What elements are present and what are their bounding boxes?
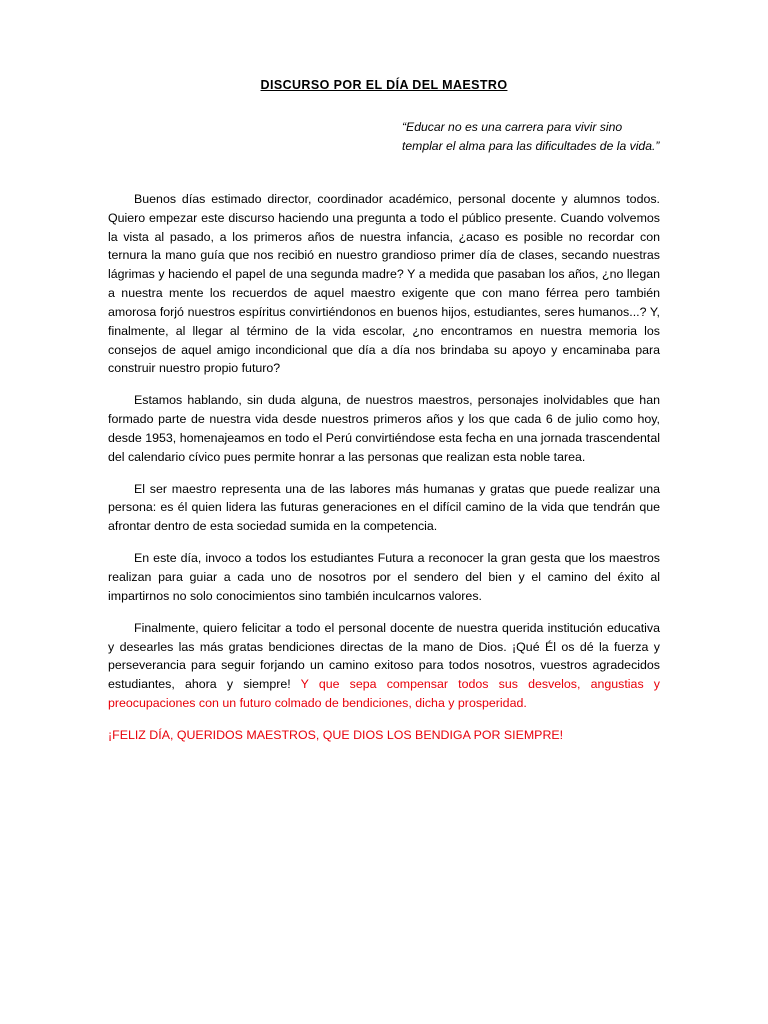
paragraph-1: Buenos días estimado director, coordinador académico, personal docente y alumnos todos. Quiero empezar este discurso haciendo una pregunta a todo el público presente. Cuando volvemos la vista al pasado, a los primeros años de nuestra infancia, ¿acaso es posible no recordar con ternura la mano guía que nos recibió en nuestro grandioso primer día de clases, secando nuestras lágrimas y haciendo el papel de una segunda madre? Y a medida que pasaban los años, ¿no llegan a nuestra mente los recuerdos de aquel maestro exigente que con mano férrea pero también amorosa forjó nuestros espíritus convirtiéndonos en buenos hijos, estudiantes, seres humanos...? Y, finalmente, al llegar al término de la vida escolar, ¿no encontramos en nuestra memoria los consejos de aquel amigo incondicional que día a día nos brindaba su apoyo y encaminaba para construir nuestro propio futuro? xyxy=(108,191,660,376)
paragraph-5-red-text: Y que sepa compensar todos sus desvelos, angustias y preocupaciones con un futuro colmado de bendiciones, dicha y prosperidad. xyxy=(108,677,660,711)
paragraph-2: Estamos hablando, sin duda alguna, de nuestros maestros, personajes inolvidables que han formado parte de nuestra vida desde nuestros primeros años y los que cada 6 de julio como hoy, desde 1953, homenajeamos en todo el Perú convirtiéndose esta fecha en una jornada trascendental del calendario cívico pues permite honrar a las personas que realizan esta noble tarea. xyxy=(108,393,660,464)
epigraph-quote: “Educar no es una carrera para vivir sino templar el alma para las dificultades de la vida.” xyxy=(402,120,660,153)
paragraph-5 xyxy=(108,619,660,713)
paragraph-5-black-text: Finalmente, quiero felicitar a todo el personal docente de nuestra querida institución educativa y desearles las más gratas bendiciones directas de la mano de Dios. ¡Qué Él os dé la fuerza y perseverancia para seguir forjando un camino exitoso para todos nosotros, vuestros agradecidos estudiantes, ahora y siempre! xyxy=(108,620,660,692)
paragraph-3: El ser maestro representa una de las labores más humanas y gratas que puede realizar una persona: es él quien lidera las futuras generaciones en el difícil camino de la vida que tendrán que afrontar dentro de esta sociedad sumida en la competencia. xyxy=(108,481,660,534)
page-title: DISCURSO POR EL DÍA DEL MAESTRO xyxy=(260,78,508,92)
paragraph-4: En este día, invoco a todos los estudiantes Futura a reconocer la gran gesta que los maestros realizan para guiar a cada uno de nosotros por el sendero del bien y el camino del éxito al impartirnos no solo conocimientos sino también inculcarnos valores. xyxy=(108,551,660,603)
document-body xyxy=(108,190,660,745)
closing-line: ¡FELIZ DÍA, QUERIDOS MAESTROS, QUE DIOS LOS BENDIGA POR SIEMPRE! xyxy=(108,727,564,742)
